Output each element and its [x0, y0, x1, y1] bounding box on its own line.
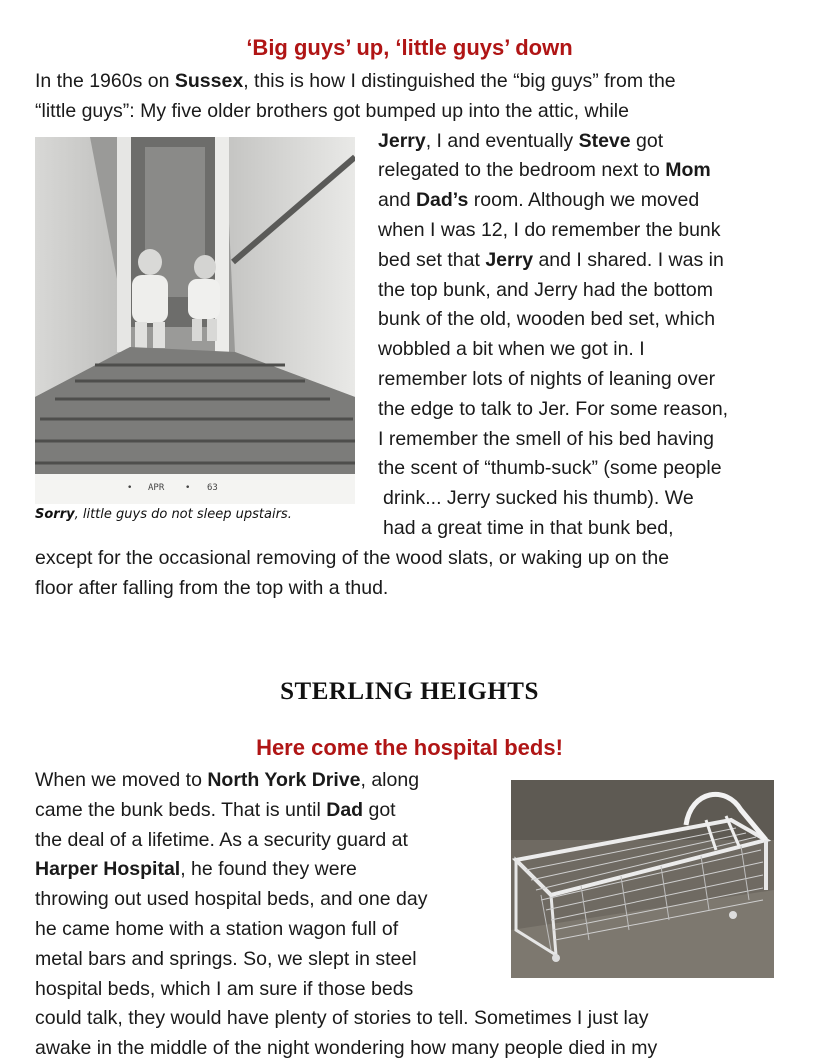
bold-name: Dad: [326, 798, 364, 821]
paragraph-line: [35, 66, 676, 96]
stamp-dot-1: •: [127, 483, 133, 493]
text-run: came the bunk beds. That is until: [35, 798, 327, 821]
text-run: , along: [360, 769, 420, 791]
paragraph-line: [378, 453, 722, 483]
text-run: the scent of “thumb-suck” (some people: [378, 457, 722, 480]
paragraph-line: [35, 854, 357, 884]
paragraph-line: [378, 185, 699, 215]
paragraph-line: [35, 944, 417, 974]
text-run: metal bars and springs. So, we slept in steel: [35, 947, 417, 970]
bold-name: Harper Hospital: [35, 858, 181, 881]
paragraph-line: [35, 1033, 657, 1063]
paragraph-line: [35, 974, 413, 1004]
paragraph-line: [378, 275, 713, 305]
text-run: bed set that: [378, 248, 486, 271]
paragraph-line: [35, 96, 629, 126]
text-run: got: [630, 129, 664, 152]
photo-date-stamp: [35, 474, 355, 504]
paragraph-line: [35, 1003, 648, 1033]
hospital-bed-photo: [511, 780, 774, 978]
text-run: When we moved to: [35, 769, 208, 791]
bold-name: North York Drive: [207, 769, 361, 791]
paragraph-line: [35, 884, 427, 914]
text-run: he came home with a station wagon full of: [35, 918, 399, 940]
text-run: could talk, they would have plenty of stories to tell. Sometimes I just lay: [35, 1007, 649, 1030]
section-heading-hospital-beds: Here come the hospital beds!: [256, 735, 563, 760]
bold-name: Sorry: [35, 507, 75, 522]
stamp-year: 63: [207, 483, 218, 493]
text-run: , little guys do not sleep upstairs.: [74, 507, 292, 522]
paragraph-line: [35, 573, 388, 603]
stamp-month: APR: [148, 483, 165, 493]
text-run: and I shared. I was in: [533, 248, 724, 271]
text-run: I remember the smell of his bed having: [378, 427, 714, 450]
photo-caption: [35, 507, 292, 522]
text-run: awake in the middle of the night wondering how many people died in my: [35, 1037, 658, 1060]
text-run: got: [363, 798, 396, 821]
text-run: , I and eventually: [425, 129, 579, 152]
bold-name: Dad’s: [415, 189, 469, 212]
paragraph-line: [383, 513, 674, 543]
bold-name: Sussex: [174, 70, 244, 92]
paragraph-line: [35, 825, 408, 855]
paragraph-line: [378, 364, 715, 394]
text-run: hospital beds, which I am sure if those beds: [35, 977, 414, 1000]
paragraph-line: [378, 304, 715, 334]
stamp-dot-2: •: [185, 483, 191, 493]
text-run: throwing out used hospital beds, and one day: [35, 888, 428, 911]
paragraph-line: [378, 245, 724, 275]
paragraph-line: [378, 334, 645, 364]
text-run: “little guys”: My five older brothers got bumped up into the attic, while: [35, 99, 629, 122]
paragraph-line: [35, 765, 419, 795]
paragraph-line: [378, 215, 721, 245]
hospital-bed-photo-image: [511, 780, 774, 978]
text-run: except for the occasional removing of the wood slats, or waking up on the: [35, 546, 670, 569]
text-run: when I was 12, I do remember the bunk: [378, 219, 721, 241]
paragraph-line: [378, 126, 663, 156]
bold-name: Jerry: [485, 248, 534, 271]
paragraph-line: [378, 394, 728, 424]
text-run: In the 1960s on: [35, 70, 175, 92]
text-run: floor after falling from the top with a thud.: [35, 576, 389, 599]
text-run: , this is how I distinguished the “big guys” from the: [243, 70, 676, 92]
text-run: drink... Jerry sucked his thumb). We: [383, 487, 694, 510]
text-run: remember lots of nights of leaning over: [378, 368, 716, 390]
text-run: bunk of the old, wooden bed set, which: [378, 308, 716, 331]
stairs-photo: [35, 137, 355, 475]
paragraph-line: [35, 795, 396, 825]
text-run: the deal of a lifetime. As a security guard at: [35, 828, 408, 851]
paragraph-line: [378, 424, 714, 454]
text-run: relegated to the bedroom next to: [378, 159, 666, 182]
text-run: the edge to talk to Jer. For some reason,: [378, 397, 729, 420]
text-run: wobbled a bit when we got in. I: [378, 338, 645, 361]
section-title-sterling-heights: STERLING HEIGHTS: [280, 678, 539, 705]
paragraph-line: [35, 914, 398, 944]
stairs-photo-image: [35, 137, 355, 475]
bold-name: Steve: [578, 129, 631, 152]
paragraph-line: [383, 483, 694, 513]
paragraph-line: [378, 155, 711, 185]
section-heading-big-guys: ‘Big guys’ up, ‘little guys’ down: [246, 35, 573, 60]
paragraph-line: [35, 543, 669, 573]
text-run: the top bunk, and Jerry had the bottom: [378, 278, 713, 301]
bold-name: Jerry: [378, 129, 426, 152]
text-run: room. Although we moved: [468, 189, 700, 212]
text-run: and: [378, 189, 416, 212]
text-run: had a great time in that bunk bed,: [383, 517, 674, 539]
bold-name: Mom: [665, 159, 711, 182]
text-run: , he found they were: [180, 858, 357, 881]
